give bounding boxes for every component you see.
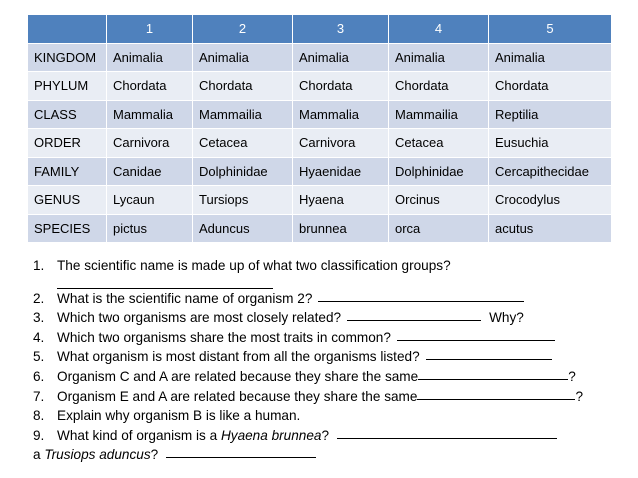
header-cell: 3 [293,15,389,44]
table-cell: Mammailia [193,100,293,129]
question-5 [33,347,633,367]
table-cell: Animalia [293,43,389,72]
answer-blank[interactable] [57,276,273,289]
table-row [28,129,612,158]
table-row [28,186,612,215]
classification-table [27,14,612,243]
table-cell: Carnivora [107,129,193,158]
table-row [28,100,612,129]
table-cell: Canidae [107,157,193,186]
question-2 [33,289,633,309]
question-text: The scientific name is made up of what two classification groups? [57,258,451,273]
question-3 [33,308,633,328]
row-label: GENUS [28,186,107,215]
question-4 [33,328,633,348]
table-cell: Mammalia [293,100,389,129]
table-cell: Chordata [389,72,489,101]
header-cell [28,15,107,44]
row-label: FAMILY [28,157,107,186]
answer-blank[interactable] [418,367,568,380]
answer-blank[interactable] [318,289,524,302]
answer-blank[interactable] [347,308,481,321]
question-number: 9. [33,427,45,443]
table-cell: Lycaun [107,186,193,215]
question-9-continued [33,445,633,465]
table-row [28,157,612,186]
table-cell: Chordata [489,72,612,101]
question-tail: Why? [489,310,524,326]
species-name: Trusiops aduncus [44,447,151,463]
question-number: 2. [33,290,45,306]
header-cell: 4 [389,15,489,44]
answer-blank[interactable] [397,328,555,341]
header-cell: 2 [193,15,293,44]
question-9 [33,426,633,446]
question-text: Which two organisms share the most traits in common? [57,329,391,345]
question-1-answer-line [33,276,633,289]
table-cell: Mammalia [107,100,193,129]
question-number: 4. [33,329,45,345]
table-cell: Cercapithecidae [489,157,612,186]
table-cell: Animalia [193,43,293,72]
table-row [28,214,612,243]
table-cell: Chordata [107,72,193,101]
question-7 [33,387,633,407]
question-text: Which two organisms are most closely related? [57,310,342,326]
header-cell: 5 [489,15,612,44]
row-label: ORDER [28,129,107,158]
table-cell: Orcinus [389,186,489,215]
question-text: What kind of organism is a [57,427,221,443]
question-number: 7. [33,388,45,404]
table-cell: brunnea [293,214,389,243]
table-cell: Chordata [293,72,389,101]
table-cell: Animalia [389,43,489,72]
table-cell: Mammailia [389,100,489,129]
question-number: 6. [33,368,45,384]
table-cell: Hyaenidae [293,157,389,186]
table-cell: Crocodylus [489,186,612,215]
question-text: Organism C and A are related because they share the same [57,368,419,384]
question-lead: a [33,447,45,463]
table-cell: Dolphinidae [193,157,293,186]
table-cell: acutus [489,214,612,243]
row-label: PHYLUM [28,72,107,101]
answer-blank[interactable] [166,445,316,458]
table-row [28,72,612,101]
table-cell: orca [389,214,489,243]
question-tail: ? [568,368,576,384]
answer-blank[interactable] [426,347,552,360]
question-6 [33,367,633,387]
table-cell: Animalia [107,43,193,72]
question-number: 3. [33,310,45,326]
answer-blank[interactable] [337,426,557,439]
table-cell: Aduncus [193,214,293,243]
question-tail: ? [150,447,159,463]
species-name: Hyaena brunnea [220,427,322,443]
table-row [28,43,612,72]
question-text: Explain why organism B is like a human. [57,408,301,424]
table-cell: Cetacea [193,129,293,158]
question-1 [33,256,633,276]
table-cell: Reptilia [489,100,612,129]
question-text: What is the scientific name of organism 2? [57,290,313,306]
table-cell: Eusuchia [489,129,612,158]
question-tail: ? [321,427,330,443]
table-cell: Animalia [489,43,612,72]
question-number: 1. [33,258,45,273]
question-text: Organism E and A are related because they share the same [57,388,418,404]
answer-blank[interactable] [417,387,575,400]
row-label: SPECIES [28,214,107,243]
table-cell: Cetacea [389,129,489,158]
table-cell: Hyaena [293,186,389,215]
question-number: 5. [33,349,45,365]
row-label: KINGDOM [28,43,107,72]
table-header-row [28,15,612,44]
table-cell: pictus [107,214,193,243]
row-label: CLASS [28,100,107,129]
question-8 [33,406,633,426]
question-text: What organism is most distant from all the organisms listed? [57,349,420,365]
table-cell: Tursiops [193,186,293,215]
table-cell: Chordata [193,72,293,101]
question-number: 8. [33,408,45,424]
question-tail: ? [575,388,584,404]
table-cell: Carnivora [293,129,389,158]
table-cell: Dolphinidae [389,157,489,186]
header-cell: 1 [107,15,193,44]
question-list [33,256,633,465]
